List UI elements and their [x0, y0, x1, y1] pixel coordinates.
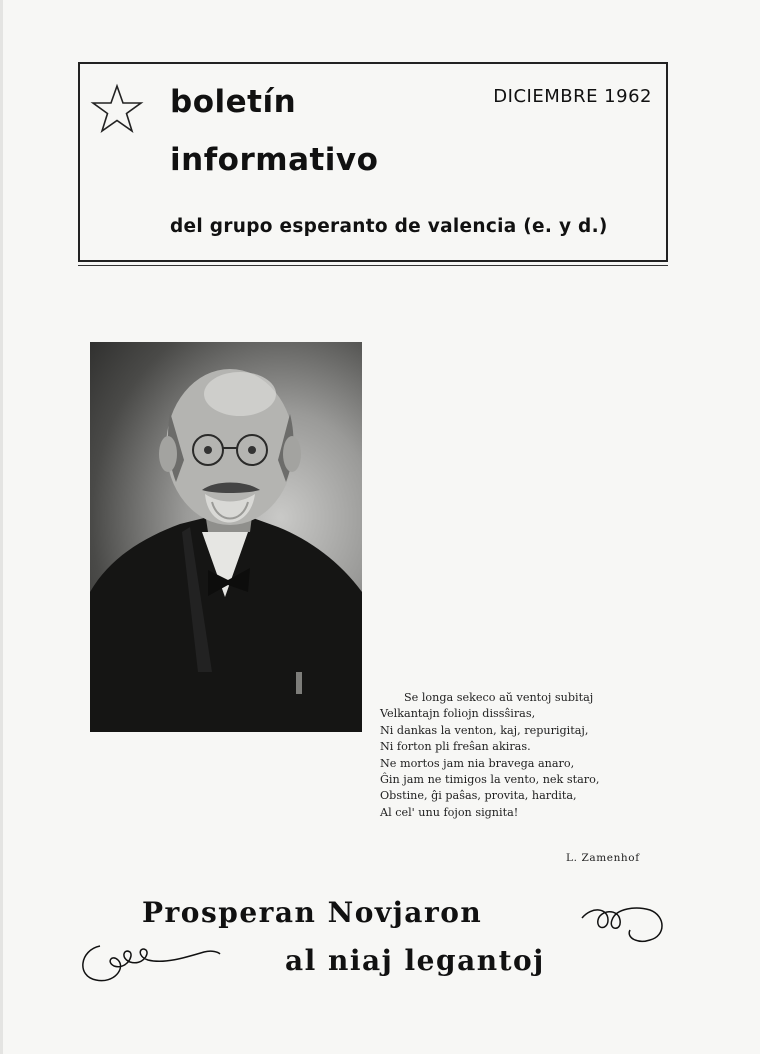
portrait-photo — [90, 342, 362, 732]
greeting-line-1: Prosperan Novjaron — [142, 896, 483, 929]
masthead — [78, 62, 668, 262]
poem-line: Velkantajn foliojn dissŝiras, — [380, 707, 536, 721]
masthead-subtitle: del grupo esperanto de valencia (e. y d.) — [170, 216, 608, 237]
issue-date: DICIEMBRE 1962 — [493, 86, 652, 107]
poem-line: Se longa sekeco aŭ ventoj subitaj — [404, 691, 594, 704]
greeting-line-2: al niaj legantoj — [285, 944, 545, 977]
poem-line: Ni dankas la venton, kaj, repurigitaj, — [380, 723, 589, 737]
portrait-figure — [90, 342, 362, 732]
poem-line: Ĝin jam ne timigos la vento, nek staro, — [380, 773, 600, 787]
flourish-ornament-right — [578, 900, 670, 948]
star-icon — [90, 82, 144, 136]
poem-line: Ne mortos jam nia bravega anaro, — [380, 756, 575, 770]
title-line-1: boletín — [170, 84, 297, 120]
poem-line: Al cel' unu fojon signita! — [380, 805, 519, 819]
poem-author: L. Zamenhof — [566, 852, 640, 864]
flourish-ornament-left — [74, 938, 224, 986]
poem-line: Obstine, ĝi paŝas, provita, hardita, — [380, 789, 577, 803]
title-line-2: informativo — [170, 142, 379, 178]
poem-line: Ni forton pli freŝan akiras. — [380, 740, 531, 754]
poem — [380, 690, 670, 821]
